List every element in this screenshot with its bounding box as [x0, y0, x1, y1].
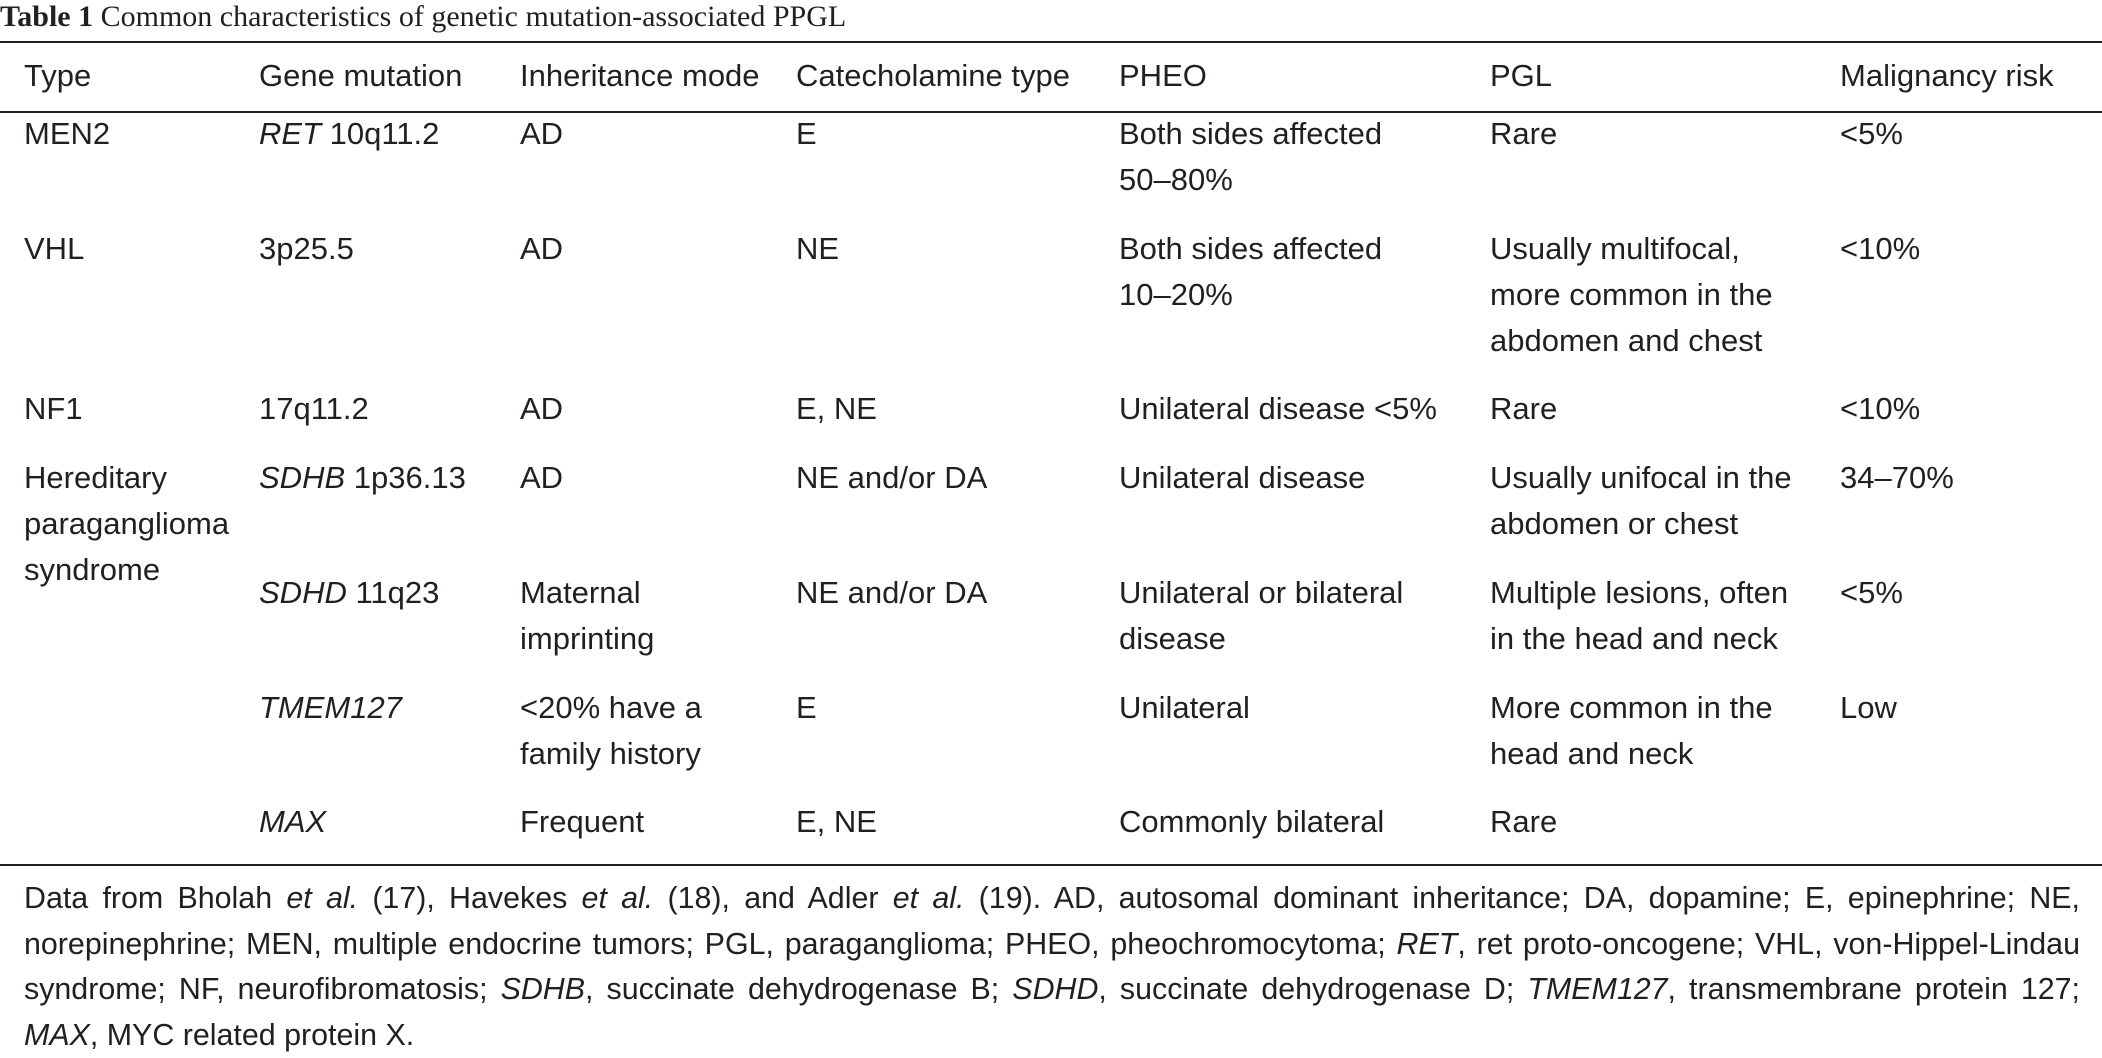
- table-row: [0, 685, 2102, 799]
- cell-type: MEN2: [24, 116, 111, 151]
- cell-inheritance-mode: Maternal imprinting: [520, 575, 655, 656]
- cell-catecholamine-type: E: [796, 116, 817, 151]
- cell-pheo: Unilateral or bilateral disease: [1119, 575, 1404, 656]
- footnote-italic-run: TMEM127: [1527, 972, 1668, 1006]
- footnote-text-run: Data from Bholah: [24, 881, 287, 915]
- column-header-catecholamine-type: Catecholamine type: [796, 58, 1070, 93]
- cell-catecholamine-type: E, NE: [796, 804, 877, 839]
- table-row: [0, 799, 2102, 865]
- gene-locus: 10q11.2: [329, 116, 440, 151]
- cell-type: VHL: [24, 231, 85, 266]
- cell-gene-mutation: [259, 226, 520, 386]
- cell-gene-mutation: [259, 570, 520, 685]
- cell-inheritance-mode: AD: [520, 231, 564, 266]
- cell-pgl: Multiple lesions, often in the head and neck: [1490, 575, 1789, 656]
- cell-pgl: More common in the head and neck: [1490, 690, 1773, 771]
- footnote-italic-run: et al.: [581, 881, 654, 915]
- cell-catecholamine-type: NE and/or DA: [796, 460, 988, 495]
- table-row: [0, 111, 2102, 226]
- cell-inheritance-mode: AD: [520, 460, 564, 495]
- footnote-text-run: , transmembrane protein 127;: [1667, 972, 2081, 1006]
- cell-pheo: Both sides affected 10–20%: [1119, 231, 1383, 312]
- cell-malignancy-risk: <10%: [1840, 391, 1921, 426]
- cell-malignancy-risk: <5%: [1840, 116, 1903, 151]
- table-row: [0, 386, 2102, 455]
- gene-name: SDHD: [259, 575, 347, 610]
- footnote-italic-run: SDHD: [1012, 972, 1099, 1006]
- cell-pgl: Rare: [1490, 804, 1558, 839]
- footnote-italic-run: MAX: [24, 1017, 90, 1052]
- footnote-text-run: (19). AD, autosomal dominant inheritance; DA, dopamine; E, epinephrine; NE, norepinephrine; MEN, multiple endocrine tumors; PGL, paraganglioma; PHEO, pheochromocytoma;: [24, 881, 2080, 961]
- gene-locus: 17q11.2: [259, 391, 369, 426]
- cell-malignancy-risk: 34–70%: [1840, 460, 1954, 495]
- footnote-text-run: , succinate dehydrogenase D;: [1098, 972, 1528, 1006]
- cell-pheo: Unilateral: [1119, 690, 1250, 725]
- cell-gene-mutation: [259, 386, 520, 455]
- cell-pgl: Rare: [1490, 391, 1558, 426]
- gene-name: RET: [259, 116, 321, 151]
- footnote-text-run: (18), and Adler: [653, 881, 893, 915]
- cell-inheritance-mode: AD: [520, 116, 564, 151]
- cell-malignancy-risk: <5%: [1840, 575, 1903, 610]
- cell-malignancy-risk: <10%: [1840, 231, 1921, 266]
- footnote-italic-run: et al.: [286, 881, 359, 915]
- column-header-pheo: PHEO: [1119, 58, 1207, 93]
- gene-name: SDHB: [259, 460, 346, 495]
- table-caption-label: Table 1: [0, 0, 94, 33]
- table-header-row: [0, 43, 2102, 111]
- cell-gene-mutation: [259, 685, 520, 799]
- table-caption-title: Common characteristics of genetic mutation-associated PPGL: [100, 0, 847, 33]
- cell-inheritance-mode: <20% have a family history: [520, 690, 702, 771]
- gene-locus: 1p36.13: [353, 460, 466, 495]
- gene-locus: 11q23: [355, 575, 440, 610]
- column-header-gene-mutation: Gene mutation: [259, 58, 463, 93]
- column-header-pgl: PGL: [1490, 58, 1553, 93]
- cell-pgl: Usually unifocal in the abdomen or chest: [1490, 460, 1792, 541]
- data-table: [0, 43, 2102, 865]
- table-footnote: [24, 876, 2080, 1058]
- column-header-inheritance-mode: Inheritance mode: [520, 58, 760, 93]
- footnote-text-run: , MYC related protein X.: [89, 1017, 415, 1052]
- footnote-italic-run: RET: [1396, 926, 1458, 961]
- cell-malignancy-risk: Low: [1840, 690, 1897, 725]
- cell-pheo: Unilateral disease <5%: [1119, 391, 1437, 426]
- cell-catecholamine-type: E: [796, 690, 817, 725]
- cell-gene-mutation: [259, 111, 520, 226]
- table-caption: [0, 0, 846, 38]
- footnote-text-run: (17), Havekes: [358, 881, 582, 915]
- footnote-italic-run: SDHB: [500, 972, 586, 1006]
- footnote-italic-run: et al.: [892, 881, 965, 915]
- footnote-text-run: , succinate dehydrogenase B;: [585, 972, 1013, 1006]
- cell-pgl: Rare: [1490, 116, 1558, 151]
- gene-locus: 3p25.5: [259, 231, 354, 266]
- cell-pheo: Commonly bilateral: [1119, 804, 1385, 839]
- cell-catecholamine-type: NE: [796, 231, 840, 266]
- cell-catecholamine-type: NE and/or DA: [796, 575, 988, 610]
- cell-inheritance-mode: AD: [520, 391, 564, 426]
- cell-pheo: Unilateral disease: [1119, 460, 1366, 495]
- footnote-text-run: , ret proto-oncogene; VHL, von-Hippel-Lindau syndrome; NF, neurofibromatosis;: [24, 926, 2080, 1006]
- cell-gene-mutation: [259, 455, 520, 570]
- table-row: [0, 226, 2102, 386]
- cell-catecholamine-type: E, NE: [796, 391, 877, 426]
- table-row: [0, 455, 2102, 570]
- cell-inheritance-mode: Frequent: [520, 804, 645, 839]
- gene-name: TMEM127: [259, 690, 402, 725]
- cell-pgl: Usually multifocal, more common in the abdomen and chest: [1490, 231, 1773, 358]
- cell-type: Hereditary paraganglioma syndrome: [24, 460, 230, 587]
- column-header-type: Type: [24, 58, 92, 93]
- cell-malignancy-risk: [1840, 799, 2102, 865]
- column-header-malignancy-risk: Malignancy risk: [1840, 58, 2054, 93]
- cell-gene-mutation: [259, 799, 520, 865]
- cell-type: NF1: [24, 391, 83, 426]
- gene-name: MAX: [259, 804, 327, 839]
- cell-pheo: Both sides affected 50–80%: [1119, 116, 1383, 197]
- table-row: [0, 570, 2102, 685]
